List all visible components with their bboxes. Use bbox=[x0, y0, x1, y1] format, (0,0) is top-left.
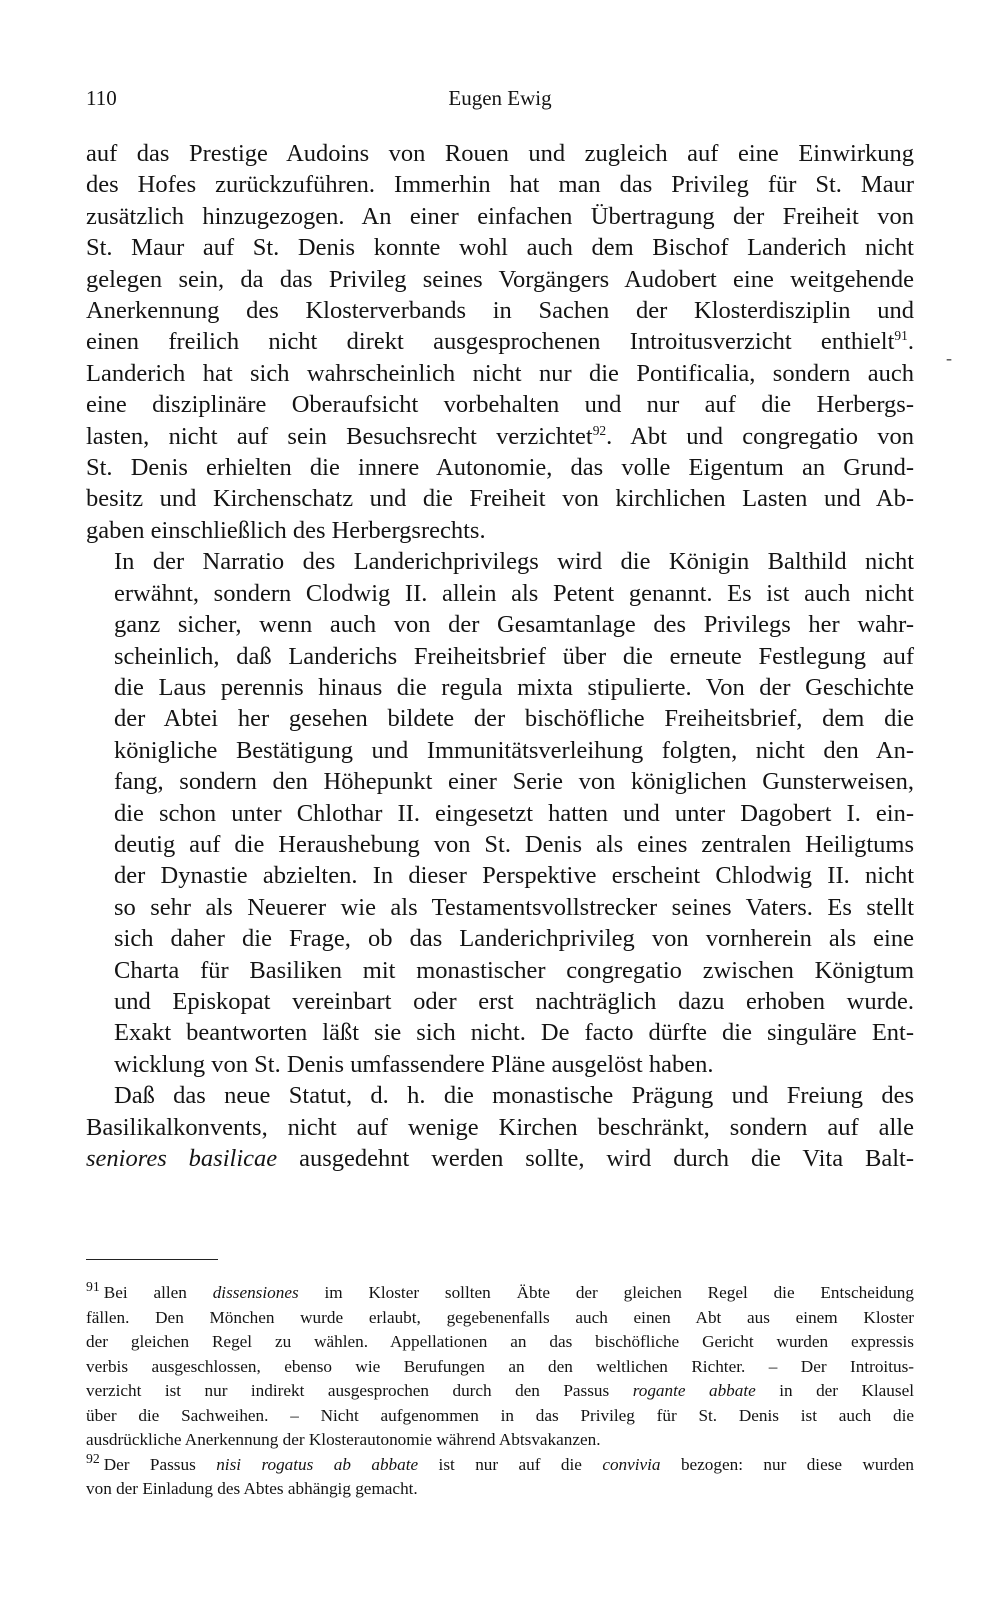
italic-term: nisi rogatus ab abbate bbox=[216, 1454, 419, 1474]
text-segment: einen freilich nicht direkt ausgesprochenen Introitusverzicht enthielt bbox=[86, 328, 895, 356]
text-line: des Hofes zurückzuführen. Immerhin hat man das Privileg für St. Maur bbox=[86, 171, 914, 199]
text-line: eine disziplinäre Oberaufsicht vorbehalten und nur auf die Herbergs- bbox=[86, 391, 914, 419]
text-segment: bezogen: nur diese wurden bbox=[660, 1454, 914, 1474]
text-segment: ausgedehnt werden sollte, wird durch die Vita Balt- bbox=[277, 1145, 914, 1172]
footnote-ref-92[interactable]: 92 bbox=[592, 422, 607, 438]
text-line: gelegen sein, da das Privileg seines Vorgängers Audobert eine weitgehende bbox=[86, 265, 914, 293]
text-line: der Dynastie abzielten. In dieser Perspektive erscheint Chlodwig II. nicht bbox=[114, 862, 914, 890]
text-line: scheinlich, daß Landerichs Freiheitsbrief über die erneute Festlegung auf bbox=[114, 642, 914, 670]
italic-term: rogante abbate bbox=[632, 1381, 756, 1400]
text-segment: Bei allen bbox=[103, 1283, 213, 1302]
footnote-92 bbox=[86, 1450, 914, 1502]
text-line: Charta für Basiliken mit monastischer congregatio zwischen Königtum bbox=[114, 956, 914, 984]
running-head: Eugen Ewig bbox=[448, 86, 552, 110]
text-line: fang, sondern den Höhepunkt einer Serie von königlichen Gunsterweisen, bbox=[114, 768, 914, 796]
text-line-with-footnote-ref bbox=[86, 326, 914, 357]
paragraph-3 bbox=[86, 1080, 914, 1174]
text-line: der Abtei her gesehen bildete der bischöfliche Freiheitsbrief, dem die bbox=[114, 705, 914, 733]
italic-term: seniores basilicae bbox=[86, 1145, 278, 1172]
paragraph-1 bbox=[86, 138, 914, 546]
text-line bbox=[86, 1143, 914, 1174]
text-line: auf das Prestige Audoins von Rouen und zugleich auf eine Einwirkung bbox=[86, 140, 914, 167]
text-line: St. Maur auf St. Denis konnte wohl auch dem Bischof Landerich nicht bbox=[86, 234, 914, 262]
italic-term: convivia bbox=[602, 1454, 661, 1474]
footnote-line bbox=[86, 1450, 914, 1478]
text-line: königliche Bestätigung und Immunitätsverleihung folgten, nicht den An- bbox=[114, 736, 914, 764]
footnote-line: von der Einladung des Abtes abhängig gemacht. bbox=[86, 1479, 418, 1498]
footnote-line: verbis ausgeschlossen, ebenso wie Berufungen an den weltlichen Richter. – Der Introitus- bbox=[86, 1356, 914, 1376]
text-line: Exakt beantworten läßt sie sich nicht. De facto dürfte die singuläre Ent- bbox=[114, 1019, 914, 1047]
text-line: zusätzlich hinzugezogen. An einer einfachen Übertragung der Freiheit von bbox=[86, 202, 914, 230]
text-line: so sehr als Neuerer wie als Testamentsvollstrecker seines Vaters. Es stellt bbox=[114, 893, 914, 921]
paragraph-2 bbox=[86, 546, 914, 1080]
footnote-line: ausdrückliche Anerkennung der Klosterautonomie während Abtsvakanzen. bbox=[86, 1430, 601, 1449]
text-segment: im Kloster sollten Äbte der gleichen Regel die Entscheidung bbox=[298, 1283, 914, 1302]
text-line: St. Denis erhielten die innere Autonomie, das volle Eigentum an Grund- bbox=[86, 454, 914, 482]
text-line-with-footnote-ref bbox=[86, 421, 914, 452]
margin-mark: - bbox=[946, 348, 952, 368]
footnote-91 bbox=[86, 1281, 914, 1453]
footnotes bbox=[86, 1281, 914, 1502]
footnote-line: der gleichen Regel zu wählen. Appellationen an das bischöfliche Gericht wurden expressis bbox=[86, 1332, 914, 1351]
text-line: deutig auf die Heraushebung von St. Denis als eines zentralen Heiligtums bbox=[114, 830, 914, 858]
footnote-line bbox=[86, 1379, 914, 1404]
italic-term: dissensiones bbox=[212, 1283, 299, 1302]
text-segment: lasten, nicht auf sein Besuchsrecht verzichtet bbox=[86, 422, 593, 450]
body-text bbox=[86, 138, 914, 1174]
text-line: die Laus perennis hinaus die regula mixta stipulierte. Von der Geschichte bbox=[114, 673, 914, 701]
text-segment: ist nur auf die bbox=[418, 1454, 603, 1474]
text-segment: . Abt und congregatio von bbox=[606, 422, 914, 450]
text-line: Anerkennung des Klosterverbands in Sachen der Klosterdisziplin und bbox=[86, 297, 914, 325]
text-line: Daß das neue Statut, d. h. die monastische Prägung und Freiung des bbox=[114, 1082, 914, 1110]
text-line: Landerich hat sich wahrscheinlich nicht nur die Pontificalia, sondern auch bbox=[86, 359, 914, 387]
text-segment: verzicht ist nur indirekt ausgesprochen durch den Passus bbox=[86, 1381, 633, 1400]
text-line: ganz sicher, wenn auch von der Gesamtanlage des Privilegs her wahr- bbox=[114, 611, 914, 639]
footnote-ref-91[interactable]: 91 bbox=[894, 328, 908, 344]
text-line: sich daher die Frage, ob das Landerichprivileg von vornherein als eine bbox=[114, 925, 914, 953]
footnote-line: über die Sachweihen. – Nicht aufgenommen in das Privileg für St. Denis ist auch die bbox=[86, 1405, 914, 1425]
footnote-line bbox=[86, 1281, 914, 1306]
text-segment: . bbox=[907, 328, 914, 356]
text-line: Basilikalkonvents, nicht auf wenige Kirchen beschränkt, sondern auf alle bbox=[86, 1113, 914, 1141]
text-line: In der Narratio des Landerichprivilegs wird die Königin Balthild nicht bbox=[114, 548, 914, 576]
text-line: und Episkopat vereinbart oder erst nachträglich dazu erhoben wurde. bbox=[114, 987, 914, 1015]
text-line: wicklung von St. Denis umfassendere Pläne ausgelöst haben. bbox=[114, 1050, 714, 1078]
text-line: besitz und Kirchenschatz und die Freiheit von kirchlichen Lasten und Ab- bbox=[86, 485, 914, 513]
footnote-number: 91 bbox=[86, 1279, 100, 1295]
footnote-line: fällen. Den Mönchen wurde erlaubt, gegebenenfalls auch einen Abt aus einem Kloster bbox=[86, 1307, 914, 1327]
text-line: die schon unter Chlothar II. eingesetzt hatten und unter Dagobert I. ein- bbox=[114, 799, 914, 827]
text-segment: in der Klausel bbox=[755, 1381, 914, 1400]
footnote-number: 92 bbox=[86, 1450, 100, 1466]
footnote-rule bbox=[86, 1259, 218, 1260]
text-line: erwähnt, sondern Clodwig II. allein als Petent genannt. Es ist auch nicht bbox=[114, 579, 914, 607]
page-number: 110 bbox=[86, 86, 117, 110]
text-segment: Der Passus bbox=[103, 1454, 217, 1474]
text-line: gaben einschließlich des Herbergsrechts. bbox=[86, 516, 486, 544]
